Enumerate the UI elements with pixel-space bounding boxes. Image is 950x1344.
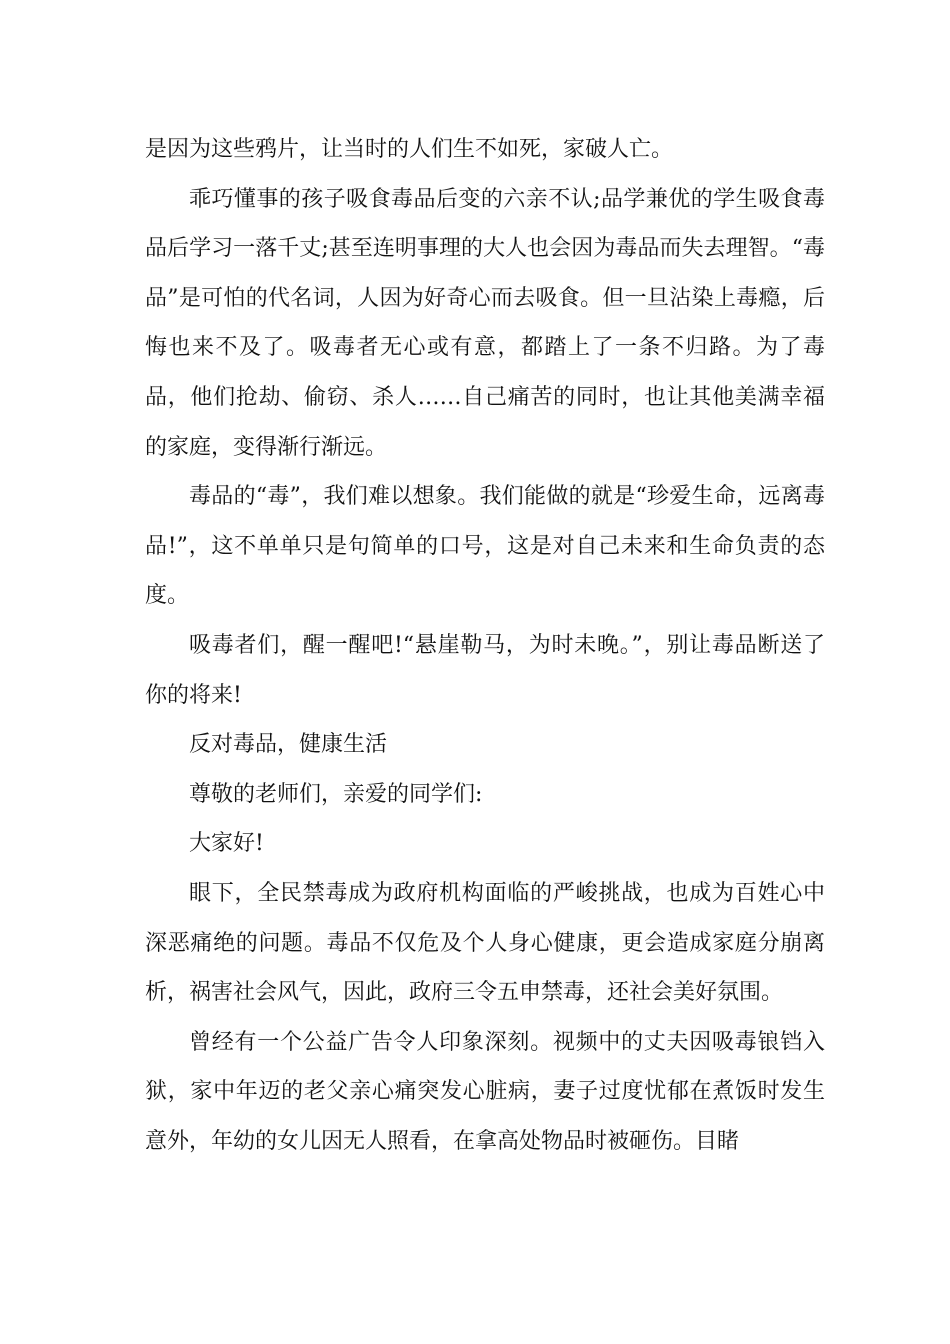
paragraph-5: 眼下，全民禁毒成为政府机构面临的严峻挑战，也成为百姓心中深恶痛绝的问题。毒品不仅危及个人身心健康，更会造成家庭分崩离析，祸害社会风气，因此，政府三令五申禁毒，还社会美好氛围。 bbox=[145, 880, 825, 1006]
salutation-line: 尊敬的老师们，亲爱的同学们: bbox=[189, 781, 483, 807]
paragraph-1: 是因为这些鸦片，让当时的人们生不如死，家破人亡。 bbox=[145, 137, 674, 162]
heading-line: 反对毒品，健康生活 bbox=[189, 732, 388, 758]
paragraph-6: 曾经有一个公益广告令人印象深刻。视频中的丈夫因吸毒锒铛入狱，家中年迈的老父亲心痛突发心脏病，妻子过度忧郁在煮饭时发生意外，年幼的女儿因无人照看，在拿高处物品时被砸伤。目睹 bbox=[145, 1029, 825, 1154]
greeting-line: 大家好! bbox=[189, 831, 264, 857]
paragraph-2: 乖巧懂事的孩子吸食毒品后变的六亲不认;品学兼优的学生吸食毒品后学习一落千丈;甚至连明事理的大人也会因为毒品而失去理智。“毒品”是可怕的代名词，人因为好奇心而去吸食。但一旦沾染上毒瘾，后悔也来不及了。吸毒者无心或有意，都踏上了一条不归路。为了毒品，他们抢劫、偷窃、杀人……自己痛苦的同时，也让其他美满幸福的家庭，变得渐行渐远。 bbox=[145, 186, 825, 460]
paragraph-3: 毒品的“毒”，我们难以想象。我们能做的就是“珍爱生命，远离毒品!”，这不单单只是句简单的口号，这是对自己未来和生命负责的态度。 bbox=[145, 484, 825, 609]
document-body bbox=[145, 125, 825, 1166]
paragraph-4: 吸毒者们，醒一醒吧!“悬崖勒马，为时未晚。”，别让毒品断送了你的将来! bbox=[145, 632, 825, 708]
